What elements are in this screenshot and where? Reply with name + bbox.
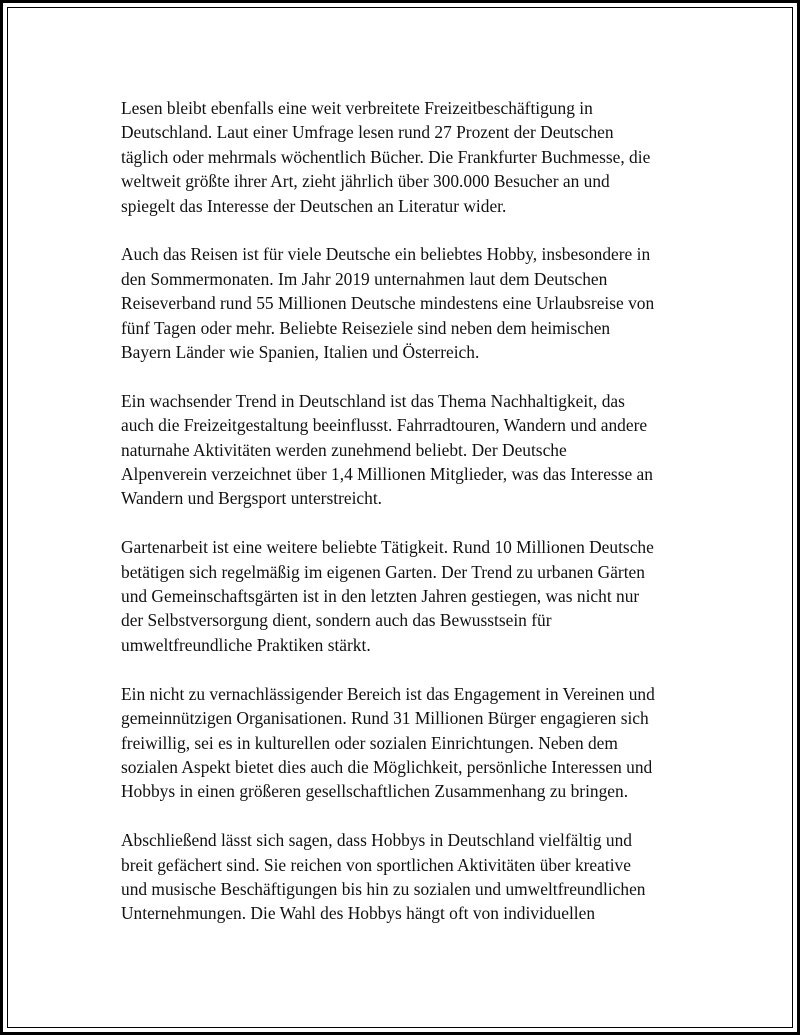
text-line: freiwillig, sei es in kulturellen oder sozialen Einrichtungen. Neben dem (121, 732, 618, 753)
text-line: Gartenarbeit ist eine weitere beliebte Tätigkeit. Rund 10 Millionen Deutsche (121, 537, 654, 558)
text-line: Abschließend lässt sich sagen, dass Hobbys in Deutschland vielfältig und (121, 830, 633, 851)
text-line: Ein nicht zu vernachlässigender Bereich ist das Engagement in Vereinen und (121, 683, 655, 704)
text-line: breit gefächert sind. Sie reichen von sportlichen Aktivitäten über kreative (121, 854, 631, 875)
text-line: Wandern und Bergsport unterstreicht. (121, 488, 383, 509)
paragraph-volunteering (121, 682, 701, 804)
text-line: Auch das Reisen ist für viele Deutsche ein beliebtes Hobby, insbesondere in (121, 244, 651, 265)
text-line: den Sommermonaten. Im Jahr 2019 unternahmen laut dem Deutschen (121, 268, 608, 289)
paragraph-gardening (121, 535, 701, 657)
text-line: sozialen Aspekt bietet dies auch die Möglichkeit, persönliche Interessen und (121, 756, 653, 777)
text-line: gemeinnützigen Organisationen. Rund 31 Millionen Bürger engagieren sich (121, 708, 649, 729)
text-line: Lesen bleibt ebenfalls eine weit verbreitete Freizeitbeschäftigung in (121, 98, 593, 118)
paragraph-conclusion (121, 828, 701, 926)
text-line: betätigen sich regelmäßig im eigenen Garten. Der Trend zu urbanen Gärten (121, 561, 645, 582)
text-line: Reiseverband rund 55 Millionen Deutsche mindestens eine Urlaubsreise von (121, 293, 655, 314)
text-line: Alpenverein verzeichnet über 1,4 Millionen Mitglieder, was das Interesse an (121, 464, 653, 485)
text-line: Ein wachsender Trend in Deutschland ist das Thema Nachhaltigkeit, das (121, 390, 625, 411)
text-line: Hobbys in einen größeren gesellschaftlichen Zusammenhang zu bringen. (121, 781, 629, 802)
text-line: Unternehmungen. Die Wahl des Hobbys hängt oft von individuellen (121, 903, 596, 924)
text-line: Bayern Länder wie Spanien, Italien und Österreich. (121, 342, 480, 363)
text-line: der Selbstversorgung dient, sondern auch das Bewusstsein für (121, 610, 552, 631)
text-line: und Gemeinschaftsgärten ist in den letzten Jahren gestiegen, was nicht nur (121, 586, 640, 607)
text-line: und musische Beschäftigungen bis hin zu sozialen und umweltfreundlichen (121, 878, 646, 899)
paragraph-travel (121, 242, 701, 364)
text-line: auch die Freizeitgestaltung beeinflusst. Fahrradtouren, Wandern und andere (121, 415, 648, 436)
paragraph-sustainability (121, 389, 701, 511)
text-line: Deutschland. Laut einer Umfrage lesen rund 27 Prozent der Deutschen (121, 122, 614, 143)
text-line: naturnahe Aktivitäten werden zunehmend beliebt. Der Deutsche (121, 439, 567, 460)
document-body (121, 96, 701, 950)
text-line: weltweit größte ihrer Art, zieht jährlich über 300.000 Besucher an und (121, 171, 610, 192)
text-line: täglich oder mehrmals wöchentlich Bücher. Die Frankfurter Buchmesse, die (121, 146, 651, 167)
text-line: spiegelt das Interesse der Deutschen an Literatur wider. (121, 195, 507, 216)
text-line: fünf Tagen oder mehr. Beliebte Reiseziele sind neben dem heimischen (121, 317, 611, 338)
paragraph-reading (121, 96, 701, 218)
text-line: umweltfreundliche Praktiken stärkt. (121, 634, 371, 655)
